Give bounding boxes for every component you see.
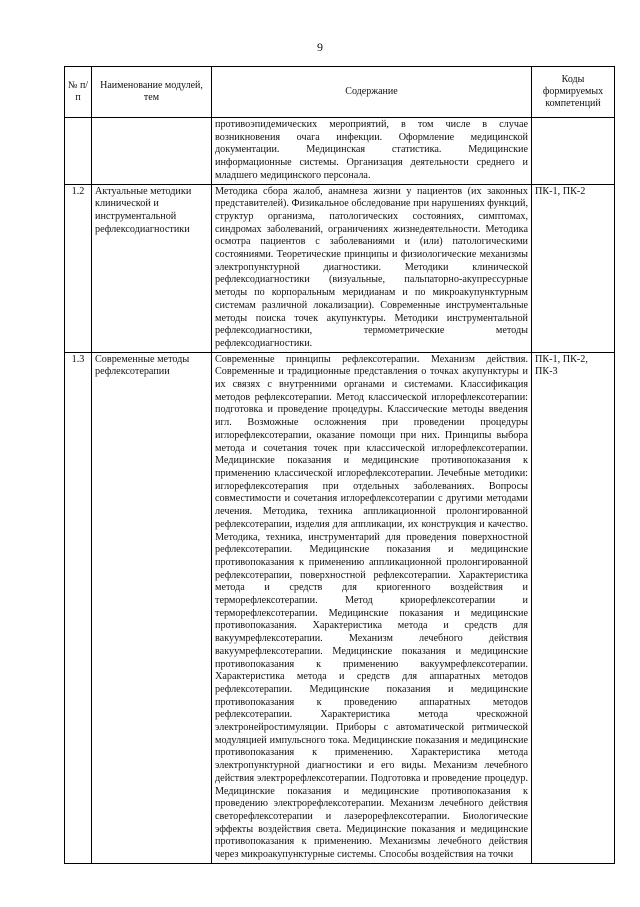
row-content: противоэпидемических мероприятий, в том числе в случае возникновения очага инфекции. Оформление медицинской документации. Медицинская статистика. Медицинские информационные системы. Организация деятельности среднего и младшего медицинского персонала. bbox=[212, 118, 532, 185]
row-module bbox=[92, 118, 212, 185]
curriculum-table bbox=[64, 66, 615, 864]
row-codes: ПК-1, ПК-2 bbox=[532, 184, 615, 352]
row-codes: ПК-1, ПК-2, ПК-3 bbox=[532, 352, 615, 863]
row-codes bbox=[532, 118, 615, 185]
table-header-row bbox=[65, 67, 615, 118]
row-number bbox=[65, 118, 92, 185]
table-row bbox=[65, 184, 615, 352]
row-module: Современные методы рефлексотерапии bbox=[92, 352, 212, 863]
table-row bbox=[65, 118, 615, 185]
table-row bbox=[65, 352, 615, 863]
header-number: № п/п bbox=[65, 67, 92, 118]
row-module: Актуальные методики клинической и инструментальной рефлексодиагностики bbox=[92, 184, 212, 352]
row-content: Современные принципы рефлексотерапии. Механизм действия. Современные и традиционные представления о точках акупунктуры и их связях с внутренними органами и системами. Классификация методов рефлексотерапии. Метод классической иглорефлексотерапии: подготовка и проведение процедуры. Классические методы введения игл. Возможные осложнения при проведении процедуры иглорефлексотерапии, оказание помощи при них. Принципы выбора метода и сочетания точек при классической иглорефлексотерапии. Медицинские показания и медицинские противопоказания к применению классической иглорефлексотерапии. Лечебные методики: иглорефлексотерапия при отдельных заболеваниях. Вопросы совместимости и сочетания иглорефлексотерапии с другими методами лечения. Методика, техника аппликационной пролонгированной рефлексотерапии, изделия для аппликации, их конструкция и качество. Методика, техника, инструментарий для проведения поверхностной рефлексотерапии. Медицинские показания и медицинские противопоказания к применению аппликационной пролонгированной рефлексотерапии, поверхностной рефлексотерапии. Характеристика метода и средств для криогенного воздействия и терморефлексотерапии. Метод криорефлексотерапии и терморефлексотерапии. Медицинские показания и медицинские противопоказания. Характеристика метода и средств для вакуумрефлексотерапии. Механизм лечебного действия вакуумрефлексотерапии. Медицинские показания и медицинские противопоказания к применению вакуумрефлексотерапии. Характеристика метода и средств для аппаратных методов рефлексотерапии. Медицинские показания и медицинские противопоказания к проведению аппаратных методов рефлексотерапии. Характеристика метода чрескожной электронейростимуляции. Приборы с автоматической ритмической модуляцией импульсного тока. Медицинские показания и медицинские противопоказания к применению. Характеристика метода электропунктурной диагностики и его виды. Механизм лечебного действия электрорефлексотерапии. Подготовка и проведение процедур. Медицинские показания и медицинские противопоказания к проведению электрорефлексотерапии. Механизм лечебного действия светорефлексотерапии и лазерорефлексотерапии. Биологические эффекты воздействия света. Медицинские показания и медицинские противопоказания к применению. Механизмы лечебного действия через микроакупунктурные системы. Способы воздействия на точки bbox=[212, 352, 532, 863]
row-content: Методика сбора жалоб, анамнеза жизни у пациентов (их законных представителей). Физикальное обследование при нарушениях функций, структур организма, патологических состояниях, симптомах, синдромах заболеваний, ограничениях жизнедеятельности. Методика осмотра пациентов с заболеваниями и (или) патологическими состояниями. Теоретические принципы и физиологические механизмы электропунктурной диагностики. Методики клинической рефлексодиагностики (визуальные, пальпаторно-акупрессурные методы по корпоральным меридианам и по микроакупунктурным системам различной локализации). Современные инструментальные методы поиска точек акупунктуры. Методики инструментальной рефлексодиагностики, термометрические методы рефлексодиагностики. bbox=[212, 184, 532, 352]
header-codes: Коды формируемых компетенций bbox=[532, 67, 615, 118]
header-module: Наименование модулей, тем bbox=[92, 67, 212, 118]
row-number: 1.3 bbox=[65, 352, 92, 863]
page-number: 9 bbox=[317, 40, 323, 54]
row-number: 1.2 bbox=[65, 184, 92, 352]
header-content: Содержание bbox=[212, 67, 532, 118]
